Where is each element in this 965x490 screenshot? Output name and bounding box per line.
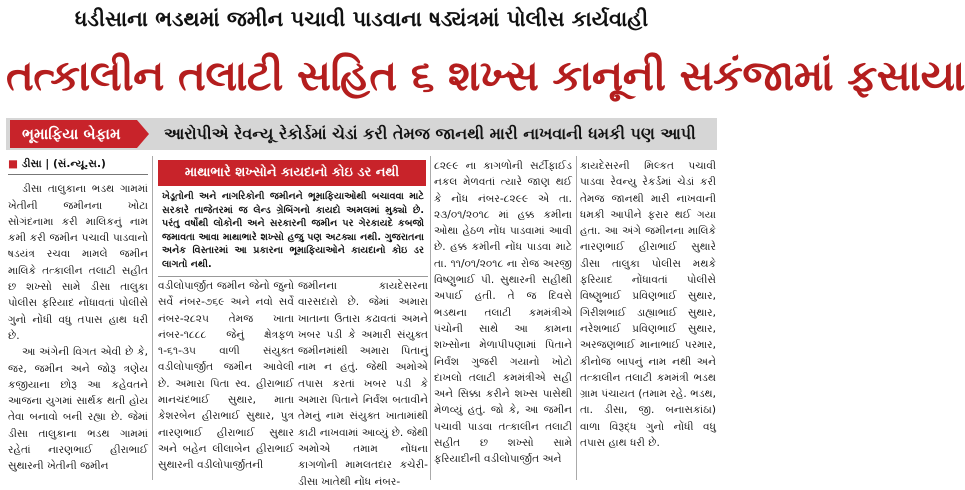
dateline [8, 156, 148, 175]
main-headline: તત્કાલીન તલાટી સહિત ૬ શખ્સ કાનૂની સકંજામાં ફસાયા [6, 51, 965, 100]
article-column-2: વડીલોપાર્જીત જમીન જેનો જુનો સર્વે નંબર-૭૬૯ અને નવો સર્વે નંબર-૨૮૨૫ તેમજ ખાતા નંબર-૧૮૮૮ જેનું ક્ષેત્રફળ ૧-૬૧-૩૫ વાળી સંયુક્ત વડીલોપાર્જીત જમીન આવેલી છે. અમારા પિતા સ્વ. હીરાભાઈ માનચંદભાઈ સુથાર, માતા કેશરબેન હીરાભાઈ સુથાર, પુત્ર નારણભાઈ હીરાભાઈ સુથાર અને બહેન લીલાબેન હીરાભાઈ સુથારની વડીલોપાર્જીતની [158, 280, 294, 472]
column-divider [576, 156, 577, 480]
column-divider [430, 156, 431, 480]
sidebar-box-title: માથાભારે શખ્સોને કાયદાનો કોઇ ડર નથી [158, 160, 426, 186]
article-column-3: જમીનના કાયદેસરના વારસદારો છે. જેમાં અમારા ખાતાના ઉતારા કઢાવતાં અમને ખબર પડી કે અમારી સંયુક્ત જમીનમાંથી અમારા પિતાનું નામ ન હતું. જેથી અમોએ તપાસ કરતાં ખબર પડી કે અમારા પિતાને નિર્વંશ બતાવીને તેમનું નામ સંયુક્ત ખાતામાંથી કાઢી નાખવામાં આવ્યું છે. જેથી અમોએ તમામ નોંધના કાગળોની મામલતદાર કચેરી-ડીસા ખાતેથી નોંધ નંબર- [298, 280, 428, 488]
paragraph-lead: ડીસા તાલુકાના ભડથ ગામમાં ખેતીની જમીનના ખોટા સોગંદનામા કરી માલિકનું નામ કમી કરી જમીન પચાવી પાડવાનો ષડયંત્ર રચવા મામલે જમીન માલિકે તત્કાલીન તલાટી સહીત છ શખ્સો સામે ડીસા તાલુકા પોલીસ ફરિયાદ નોંધાવતાં પોલીસે ગુનો નોંધી વધુ તપાસ હાથ ધરી છે. [8, 183, 148, 342]
dateline-text: ડીસા | (સં.ન્યૂ.સ.) [21, 158, 106, 170]
article-column-5: કાયદેસરની મિલ્કત પચાવી પાડવા રેવન્યુ રેકર્ડમાં ચેડાં કરી તેમજ જાનથી મારી નાખવાની ધમકી આપીને ફરાર થઈ ગયા હતા. આ અંગે જમીનના માલિકે નારણભાઈ હીરાભાઈ સુથારે ડીસા તાલુકા પોલીસ મથકે ફરિયાદ નોંધાવતાં પોલીસે વિષ્ણુભાઈ પ્રવિણભાઈ સુથાર, ગિરીશભાઈ ડાહ્યાભાઈ સુથાર, નરેશભાઈ પ્રવિણભાઈ સુથાર, અરજણભાઈ માનાભાઈ પરમાર, કીનોજ બાપનું નામ નથી અને તત્કાલીન તલાટી કમમંત્રી ભડથ ગ્રામ પંચાયત (તમામ રહે. ભડથ, તા. ડીસા, જી. બનાસકાંઠા) વાળા વિરૂદ્ધ ગુનો નોંધી વધુ તપાસ હાથ ધરી છે. [580, 160, 716, 450]
subheadline: આરોપીએ રેવન્યૂ રેકોર્ડમાં ચેડાં કરી તેમજ જાનથી મારી નાખવાની ધમકી પણ આપી [164, 124, 696, 143]
kicker-headline: ધડીસાના ભડથમાં જમીન પચાવી પાડવાના ષડ્યંત્રમાં પોલીસ કાર્યવાહી [74, 7, 649, 31]
article-column-4: ૮૨૯૯ ના કાગળોની સર્ટીફાઈડ નકલ મેળવતાં ત્યારે જાણ થઈ કે નોંધ નંબર-૮૨૯૯ એ તા. ૨૩/૦૧/૨૦૧૮ માં હક્ક કમીના ઓથા હેઠળ નોંધ પાડવામાં આવી છે. હક્ક કમીની નોંધ પાડવા માટે તા. ૧૧/૦૧/૨૦૧૮ ના રોજ અરજી વિષ્ણુભાઈ પી. સુથારની સહીથી અપાઈ હતી. તે જ દિવસે ભડથના તલાટી કમમંત્રીએ પંચોની સાથે આ કામના શખ્સોના મેળાપીપણામાં પિતાને નિર્વંશ ગુજરી ગયાનો ખોટો દાખલો તલાટી કમમંત્રીએ સહી અને સિક્કા કરીને શખ્સ પાસેથી મેળવ્યું હતું. જો કે, આ જમીન પચાવી પાડવા તત્કાલીન તલાટી સહીત છ શખ્સો સામે ફરિયાદીની વડીલોપાર્જીત અને [434, 160, 572, 466]
article-column-1 [8, 156, 148, 480]
column-divider [152, 156, 153, 480]
paragraph-detail: આ અંગેની વિગત એવી છે કે, જર, જમીન અને જોરૂ ત્રણેય કજીયાના છોરૂ આ કહેવતને આજના યુગમાં સાર્થક થતી હોય તેવા બનાવો બની રહ્યા છે. જેમાં ડીસા તાલુકાના ભડથ ગામમાં રહેતાં નારણભાઈ હીરાભાઈ સુથારની ખેતીની જમીન [8, 346, 148, 473]
sidebar-box-text: ખેડૂતોની અને નાગરિકોની જમીનને ભૂમાફિયાઓથી બચાવવા માટે સરકારે તાજેતરમાં જ લેન્ડ ગ્રેબિંગનો કાયદો અમલમાં મુક્યો છે. પરંતુ વર્ષોથી લોકોની અને સરકારની જમીન પર ગેરકાયદે કબજો જમાવતા આવા માથાભારે શખ્સો હજુ પણ અટક્યા નથી. ગુજરાતના અનેક વિસ્તારમાં આ પ્રકારના ભૂમાફિયાઓને કાયદાનો કોઇ ડર લાગતો નથી. [158, 188, 428, 277]
section-tag: ભૂમાફિયા બેફામ [10, 120, 137, 148]
dateline-marker: ■ [8, 158, 22, 170]
